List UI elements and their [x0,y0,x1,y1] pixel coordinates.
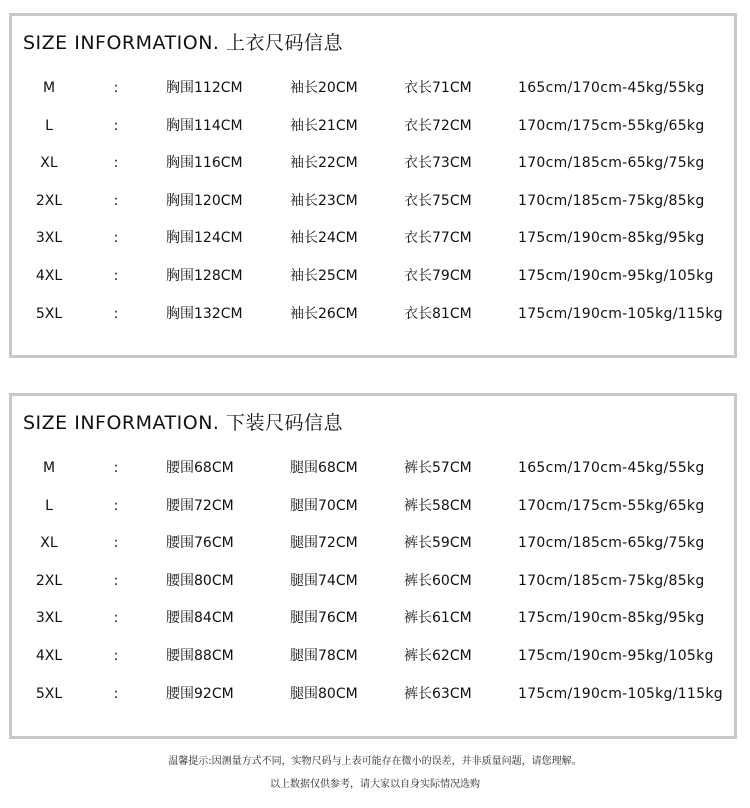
measure-3-cell: 衣长71CM [404,80,472,96]
table-row [12,76,734,100]
measure-2-cell: 袖长26CM [290,305,358,322]
fit-range-cell: 165cm/170cm-45kg/55kg [518,460,705,476]
measure-3-cell: 衣长79CM [404,268,472,284]
table-row [12,151,734,175]
size-cell: L [45,117,53,134]
top-table-title: SIZE INFORMATION. 上衣尺码信息 [23,32,343,54]
measure-1-cell: 腰围92CM [166,685,234,702]
measure-2-cell: 腿围80CM [290,685,358,702]
separator: : [113,648,119,664]
measure-1-cell: 腰围84CM [166,610,234,627]
table-row [12,494,734,518]
fit-range-cell: 170cm/185cm-75kg/85kg [518,572,705,589]
separator: : [113,497,119,514]
separator: : [113,268,119,284]
measure-1-cell: 腰围80CM [166,572,234,589]
fit-range-cell: 165cm/170cm-45kg/55kg [518,80,705,96]
measure-1-cell: 胸围114CM [166,117,243,134]
measure-3-cell: 裤长58CM [404,497,472,514]
table-row [12,114,734,138]
fit-range-cell: 175cm/190cm-95kg/105kg [518,648,714,664]
measure-1-cell: 腰围76CM [166,535,234,552]
table-row [12,226,734,250]
fit-range-cell: 175cm/190cm-105kg/115kg [518,685,723,702]
measure-1-cell: 腰围68CM [166,460,234,476]
size-cell: 5XL [35,685,63,702]
footer-disclaimer: 以上数据仅供参考，请大家以自身实际情况选购 [270,779,480,790]
measure-3-cell: 衣长77CM [404,230,472,247]
separator: : [113,610,119,627]
footer-note: 温馨提示:因测量方式不同，实物尺码与上表可能存在微小的误差，并非质量问题，请您理解。 [168,756,582,767]
separator: : [113,535,119,552]
table-row [12,189,734,213]
separator: : [113,155,119,172]
size-cell: XL [40,155,58,172]
measure-2-cell: 腿围72CM [290,535,358,552]
size-cell: 5XL [35,305,63,322]
size-cell: L [45,497,53,514]
bottom-table-title: SIZE INFORMATION. 下装尺码信息 [23,412,343,434]
fit-range-cell: 170cm/185cm-65kg/75kg [518,535,705,552]
measure-2-cell: 腿围70CM [290,497,358,514]
fit-range-cell: 175cm/190cm-105kg/115kg [518,305,723,322]
measure-2-cell: 袖长20CM [290,80,358,96]
measure-3-cell: 裤长63CM [404,685,472,702]
measure-2-cell: 袖长25CM [290,268,358,284]
separator: : [113,230,119,247]
measure-1-cell: 胸围120CM [166,192,243,209]
measure-2-cell: 袖长21CM [290,117,358,134]
fit-range-cell: 175cm/190cm-85kg/95kg [518,610,705,627]
table-row [12,569,734,593]
measure-2-cell: 腿围74CM [290,572,358,589]
table-row [12,531,734,555]
size-cell: 4XL [35,648,63,664]
measure-3-cell: 衣长72CM [404,117,472,134]
separator: : [113,117,119,134]
bottom-size-table [9,393,737,739]
table-row [12,682,734,706]
measure-2-cell: 袖长23CM [290,192,358,209]
size-cell: XL [40,535,58,552]
separator: : [113,685,119,702]
fit-range-cell: 170cm/185cm-75kg/85kg [518,192,705,209]
separator: : [113,305,119,322]
measure-1-cell: 胸围124CM [166,230,243,247]
measure-3-cell: 裤长62CM [404,648,472,664]
separator: : [113,80,119,96]
top-size-table [9,13,737,358]
size-cell: 4XL [35,268,63,284]
measure-3-cell: 裤长61CM [404,610,472,627]
measure-3-cell: 衣长75CM [404,192,472,209]
measure-1-cell: 腰围72CM [166,497,234,514]
measure-1-cell: 腰围88CM [166,648,234,664]
measure-2-cell: 腿围68CM [290,460,358,476]
fit-range-cell: 170cm/175cm-55kg/65kg [518,497,705,514]
measure-1-cell: 胸围132CM [166,305,243,322]
measure-1-cell: 胸围128CM [166,268,243,284]
separator: : [113,192,119,209]
fit-range-cell: 175cm/190cm-85kg/95kg [518,230,705,247]
size-cell: M [42,460,56,476]
fit-range-cell: 170cm/175cm-55kg/65kg [518,117,705,134]
measure-2-cell: 腿围76CM [290,610,358,627]
measure-3-cell: 裤长57CM [404,460,472,476]
measure-3-cell: 裤长59CM [404,535,472,552]
measure-3-cell: 裤长60CM [404,572,472,589]
fit-range-cell: 175cm/190cm-95kg/105kg [518,268,714,284]
measure-2-cell: 腿围78CM [290,648,358,664]
size-cell: 3XL [35,230,63,247]
table-row [12,606,734,630]
size-cell: 3XL [35,610,63,627]
size-cell: 2XL [35,192,63,209]
measure-2-cell: 袖长24CM [290,230,358,247]
table-row [12,302,734,326]
measure-3-cell: 衣长73CM [404,155,472,172]
table-row [12,264,734,288]
size-cell: 2XL [35,572,63,589]
table-row [12,456,734,480]
size-cell: M [42,80,56,96]
separator: : [113,572,119,589]
separator: : [113,460,119,476]
measure-1-cell: 胸围112CM [166,80,243,96]
measure-2-cell: 袖长22CM [290,155,358,172]
table-row [12,644,734,668]
measure-3-cell: 衣长81CM [404,305,472,322]
fit-range-cell: 170cm/185cm-65kg/75kg [518,155,705,172]
measure-1-cell: 胸围116CM [166,155,243,172]
